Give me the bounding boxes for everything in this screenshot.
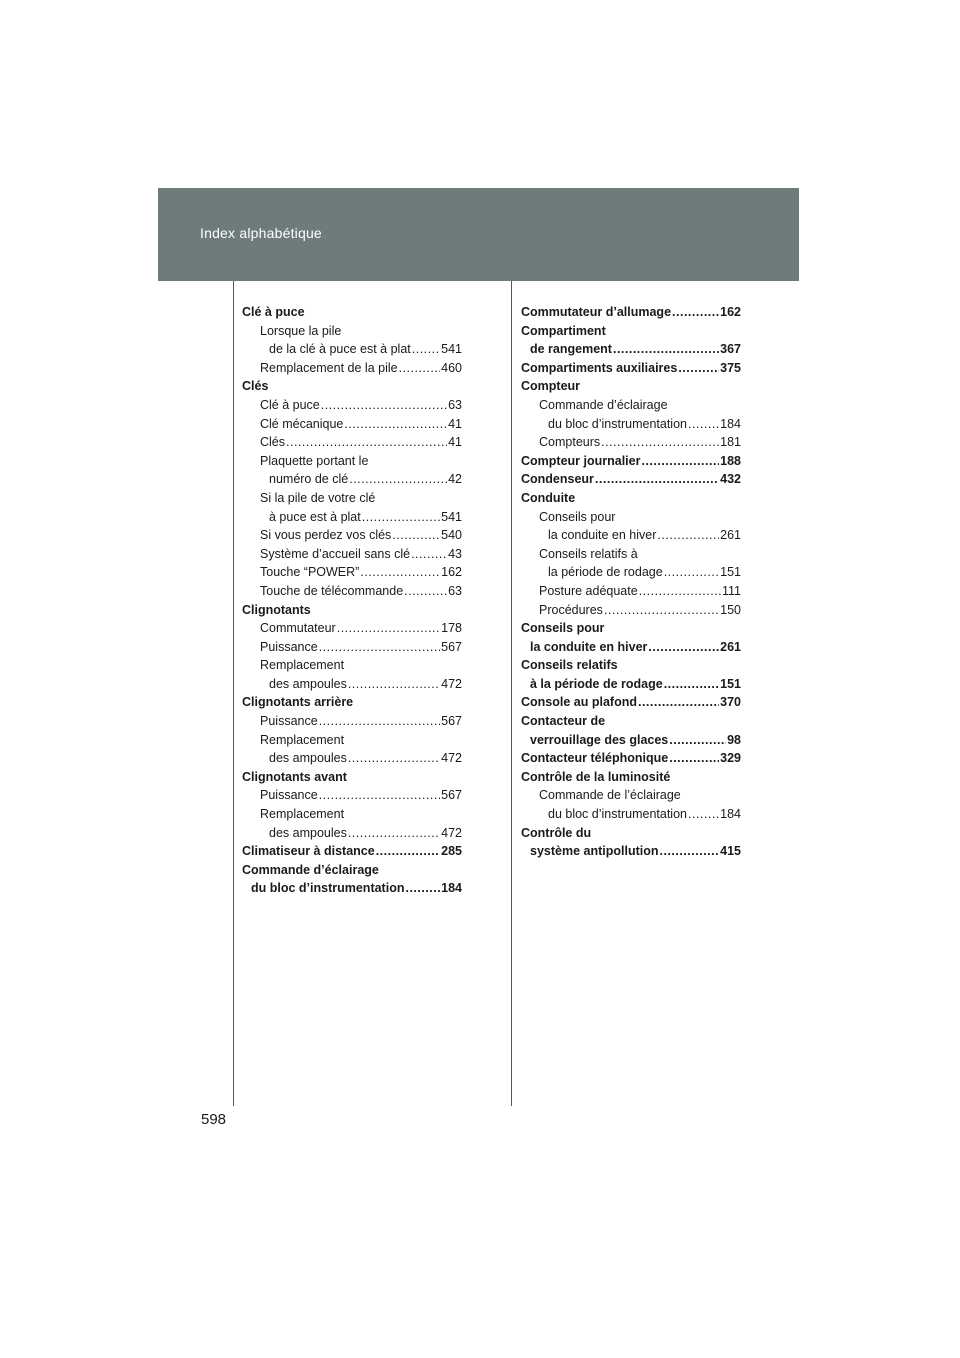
index-entry-page: 184 [441, 881, 462, 896]
index-entry [521, 433, 741, 452]
index-entry [521, 545, 741, 564]
index-entry-text: Contrôle du [521, 825, 592, 840]
index-entry [242, 786, 462, 805]
index-entry-text: Compteurs [539, 435, 601, 450]
index-entry [521, 656, 741, 675]
leader-dots [664, 675, 719, 694]
leader-dots [348, 675, 440, 694]
index-entry-text: Touche “POWER” [260, 565, 360, 580]
index-entry [242, 396, 462, 415]
index-entry-text: du bloc d’instrumentation [251, 881, 405, 896]
index-entry [521, 824, 741, 843]
index-entry [521, 582, 741, 601]
index-entry-text: des ampoules [269, 825, 347, 840]
index-entry-page: 150 [720, 602, 741, 617]
center-rule [511, 281, 512, 1106]
index-entry [521, 712, 741, 731]
index-entry-page: 472 [441, 825, 462, 840]
leader-dots [405, 879, 440, 898]
index-entry-page: 567 [441, 788, 462, 803]
index-entry [521, 396, 741, 415]
index-entry-text: Si vous perdez vos clés [260, 528, 392, 543]
index-entry [242, 359, 462, 378]
index-entry [242, 452, 462, 471]
index-entry [242, 824, 462, 843]
index-entry-text: Conseils relatifs à [539, 546, 638, 561]
index-entry-page: 432 [720, 472, 741, 487]
index-entry-text: Contrôle de la luminosité [521, 769, 671, 784]
index-entry-page: 329 [720, 751, 741, 766]
leader-dots [688, 805, 719, 824]
index-entry-text: Si la pile de votre clé [260, 490, 376, 505]
index-entry-page: 43 [448, 546, 462, 561]
index-column-right [521, 303, 741, 861]
index-entry-text: Lorsque la pile [260, 323, 342, 338]
index-entry-page: 162 [720, 305, 741, 319]
index-entry [242, 619, 462, 638]
index-entry [521, 452, 741, 471]
leader-dots [660, 842, 720, 861]
index-entry-text: Compartiments auxiliaires [521, 360, 678, 375]
index-entry-text: la conduite en hiver [548, 528, 657, 543]
index-entry [521, 526, 741, 545]
index-entry-text: Puissance [260, 639, 318, 654]
index-entry-text: Contacteur de [521, 714, 606, 729]
index-entry-text: Remplacement [260, 732, 345, 747]
index-entry-text: Commande de l’éclairage [539, 788, 681, 803]
index-entry-text: Clé à puce [242, 305, 305, 319]
index-entry-text: du bloc d’instrumentation [548, 807, 687, 822]
leader-dots [286, 433, 447, 452]
index-entry-page: 41 [448, 416, 462, 431]
leader-dots [678, 359, 719, 378]
index-entry-page: 162 [441, 565, 462, 580]
index-entry [242, 377, 462, 396]
index-entry-text: du bloc d’instrumentation [548, 416, 687, 431]
index-entry-text: Plaquette portant le [260, 453, 369, 468]
index-entry [521, 303, 741, 322]
index-entry [242, 415, 462, 434]
index-entry-text: Clé mécanique [260, 416, 344, 431]
leader-dots [669, 749, 719, 768]
index-entry-text: Console au plafond [521, 695, 637, 710]
index-entry [242, 731, 462, 750]
leader-dots [669, 731, 726, 750]
index-entry [521, 805, 741, 824]
index-entry-page: 540 [441, 528, 462, 543]
index-entry-text: Clignotants arrière [242, 695, 354, 710]
index-entry [242, 340, 462, 359]
index-entry-text: Clé à puce [260, 397, 320, 412]
index-entry [242, 861, 462, 880]
index-entry-text: Puissance [260, 714, 318, 729]
leader-dots [641, 452, 719, 471]
leader-dots [362, 508, 440, 527]
leader-dots [672, 303, 719, 322]
index-entry-page: 472 [441, 751, 462, 766]
index-entry-text: Clés [242, 379, 269, 394]
left-rule [233, 281, 234, 1106]
leader-dots [688, 415, 719, 434]
index-entry-text: numéro de clé [269, 472, 349, 487]
leader-dots [657, 526, 719, 545]
index-entry-page: 375 [720, 360, 741, 375]
leader-dots [392, 526, 440, 545]
index-entry [242, 526, 462, 545]
header-band [158, 188, 799, 281]
index-entry-text: Condenseur [521, 472, 594, 487]
index-entry-text: des ampoules [269, 676, 347, 691]
leader-dots [349, 470, 447, 489]
page-number: 598 [201, 1111, 227, 1128]
leader-dots [319, 786, 440, 805]
index-entry [521, 638, 741, 657]
index-entry [242, 879, 462, 898]
leader-dots [337, 619, 440, 638]
index-entry [521, 470, 741, 489]
index-entry-page: 567 [441, 714, 462, 729]
index-entry-text: Clés [260, 435, 286, 450]
index-entry-text: Commande d’éclairage [539, 397, 668, 412]
index-entry [521, 415, 741, 434]
index-entry [242, 582, 462, 601]
leader-dots [376, 842, 440, 861]
leader-dots [321, 396, 447, 415]
index-entry-page: 261 [720, 528, 741, 543]
leader-dots [604, 601, 719, 620]
section-title: Index alphabétique [200, 225, 322, 241]
index-entry-page: 151 [720, 676, 741, 691]
index-entry-text: Touche de télécommande [260, 583, 404, 598]
index-entry [521, 842, 741, 861]
index-entry-text: de rangement [530, 342, 612, 357]
index-entry [242, 656, 462, 675]
index-entry [521, 601, 741, 620]
leader-dots [348, 749, 440, 768]
index-entry [242, 303, 462, 322]
index-entry [242, 489, 462, 508]
index-entry-page: 98 [727, 732, 741, 747]
index-entry-page: 541 [441, 342, 462, 357]
index-column-left [242, 303, 462, 898]
leader-dots [319, 712, 440, 731]
index-entry [242, 693, 462, 712]
index-entry-page: 63 [448, 397, 462, 412]
index-entry-text: Compteur journalier [521, 453, 641, 468]
index-entry-text: Conseils relatifs [521, 658, 618, 673]
leader-dots [613, 340, 719, 359]
leader-dots [595, 470, 719, 489]
index-entry [521, 619, 741, 638]
index-entry [242, 322, 462, 341]
index-entry-text: Procédures [539, 602, 603, 617]
index-entry [521, 563, 741, 582]
leader-dots [404, 582, 447, 601]
index-entry-text: Contacteur téléphonique [521, 751, 669, 766]
index-entry-text: Remplacement [260, 807, 345, 822]
index-entry-page: 370 [720, 695, 741, 710]
index-entry-text: la conduite en hiver [530, 639, 648, 654]
index-entry [242, 508, 462, 527]
index-entry-text: Climatiseur à distance [242, 844, 375, 859]
index-entry-text: à puce est à plat [269, 509, 361, 524]
leader-dots [638, 693, 719, 712]
index-entry [521, 675, 741, 694]
index-entry-page: 111 [721, 583, 741, 598]
index-entry-text: la période de rodage [548, 565, 663, 580]
index-entry-page: 63 [448, 583, 462, 598]
leader-dots [360, 563, 440, 582]
index-entry-text: Commande d’éclairage [242, 862, 379, 877]
index-entry-text: des ampoules [269, 751, 347, 766]
index-entry [521, 322, 741, 341]
index-entry [242, 638, 462, 657]
index-entry-text: Clignotants [242, 602, 311, 617]
index-entry-page: 184 [720, 416, 741, 431]
leader-dots [348, 824, 440, 843]
index-entry [521, 693, 741, 712]
index-entry-text: Commutateur [260, 621, 336, 636]
index-entry [242, 563, 462, 582]
leader-dots [648, 638, 719, 657]
index-entry-text: Système d’accueil sans clé [260, 546, 411, 561]
leader-dots [412, 340, 440, 359]
index-entry [521, 749, 741, 768]
index-entry-page: 151 [720, 565, 741, 580]
index-entry [242, 712, 462, 731]
index-entry-text: Conduite [521, 490, 576, 505]
index-entry [242, 545, 462, 564]
index-entry-page: 261 [720, 639, 741, 654]
leader-dots [344, 415, 447, 434]
index-entry-text: Conseils pour [521, 621, 605, 636]
index-entry-page: 567 [441, 639, 462, 654]
index-entry-page: 285 [441, 844, 462, 859]
index-entry-page: 42 [448, 472, 462, 487]
index-entry [242, 749, 462, 768]
index-entry [521, 731, 741, 750]
index-entry-text: de la clé à puce est à plat [269, 342, 411, 357]
index-entry-page: 367 [720, 342, 741, 357]
leader-dots [411, 545, 447, 564]
index-entry [521, 508, 741, 527]
index-entry-text: Compteur [521, 379, 581, 394]
index-entry [521, 359, 741, 378]
index-entry [242, 470, 462, 489]
index-entry-text: Clignotants avant [242, 769, 347, 784]
index-entry [521, 340, 741, 359]
index-entry [242, 675, 462, 694]
leader-dots [664, 563, 719, 582]
index-entry-text: Puissance [260, 788, 318, 803]
index-entry-text: Remplacement [260, 658, 345, 673]
index-entry [242, 805, 462, 824]
index-entry-text: Remplacement de la pile [260, 360, 398, 375]
index-entry [242, 601, 462, 620]
index-entry-text: à la période de rodage [530, 676, 663, 691]
index-entry [521, 377, 741, 396]
index-entry [242, 433, 462, 452]
index-entry-text: Commutateur d’allumage [521, 305, 672, 319]
index-entry-page: 188 [720, 453, 741, 468]
index-entry-page: 178 [441, 621, 462, 636]
leader-dots [639, 582, 721, 601]
index-entry-page: 460 [441, 360, 462, 375]
leader-dots [399, 359, 441, 378]
index-entry [521, 768, 741, 787]
index-entry-page: 541 [441, 509, 462, 524]
index-entry [242, 842, 462, 861]
index-entry-text: système antipollution [530, 844, 659, 859]
index-entry-text: Compartiment [521, 323, 606, 338]
index-entry-page: 472 [441, 676, 462, 691]
leader-dots [601, 433, 719, 452]
index-entry [521, 786, 741, 805]
index-entry-text: Conseils pour [539, 509, 616, 524]
index-entry-text: verrouillage des glaces [530, 732, 669, 747]
index-entry-page: 184 [720, 807, 741, 822]
index-entry-page: 41 [448, 435, 462, 450]
index-entry-page: 415 [720, 844, 741, 859]
index-entry [242, 768, 462, 787]
leader-dots [319, 638, 440, 657]
index-entry-page: 181 [720, 435, 741, 450]
index-entry [521, 489, 741, 508]
index-entry-text: Posture adéquate [539, 583, 638, 598]
